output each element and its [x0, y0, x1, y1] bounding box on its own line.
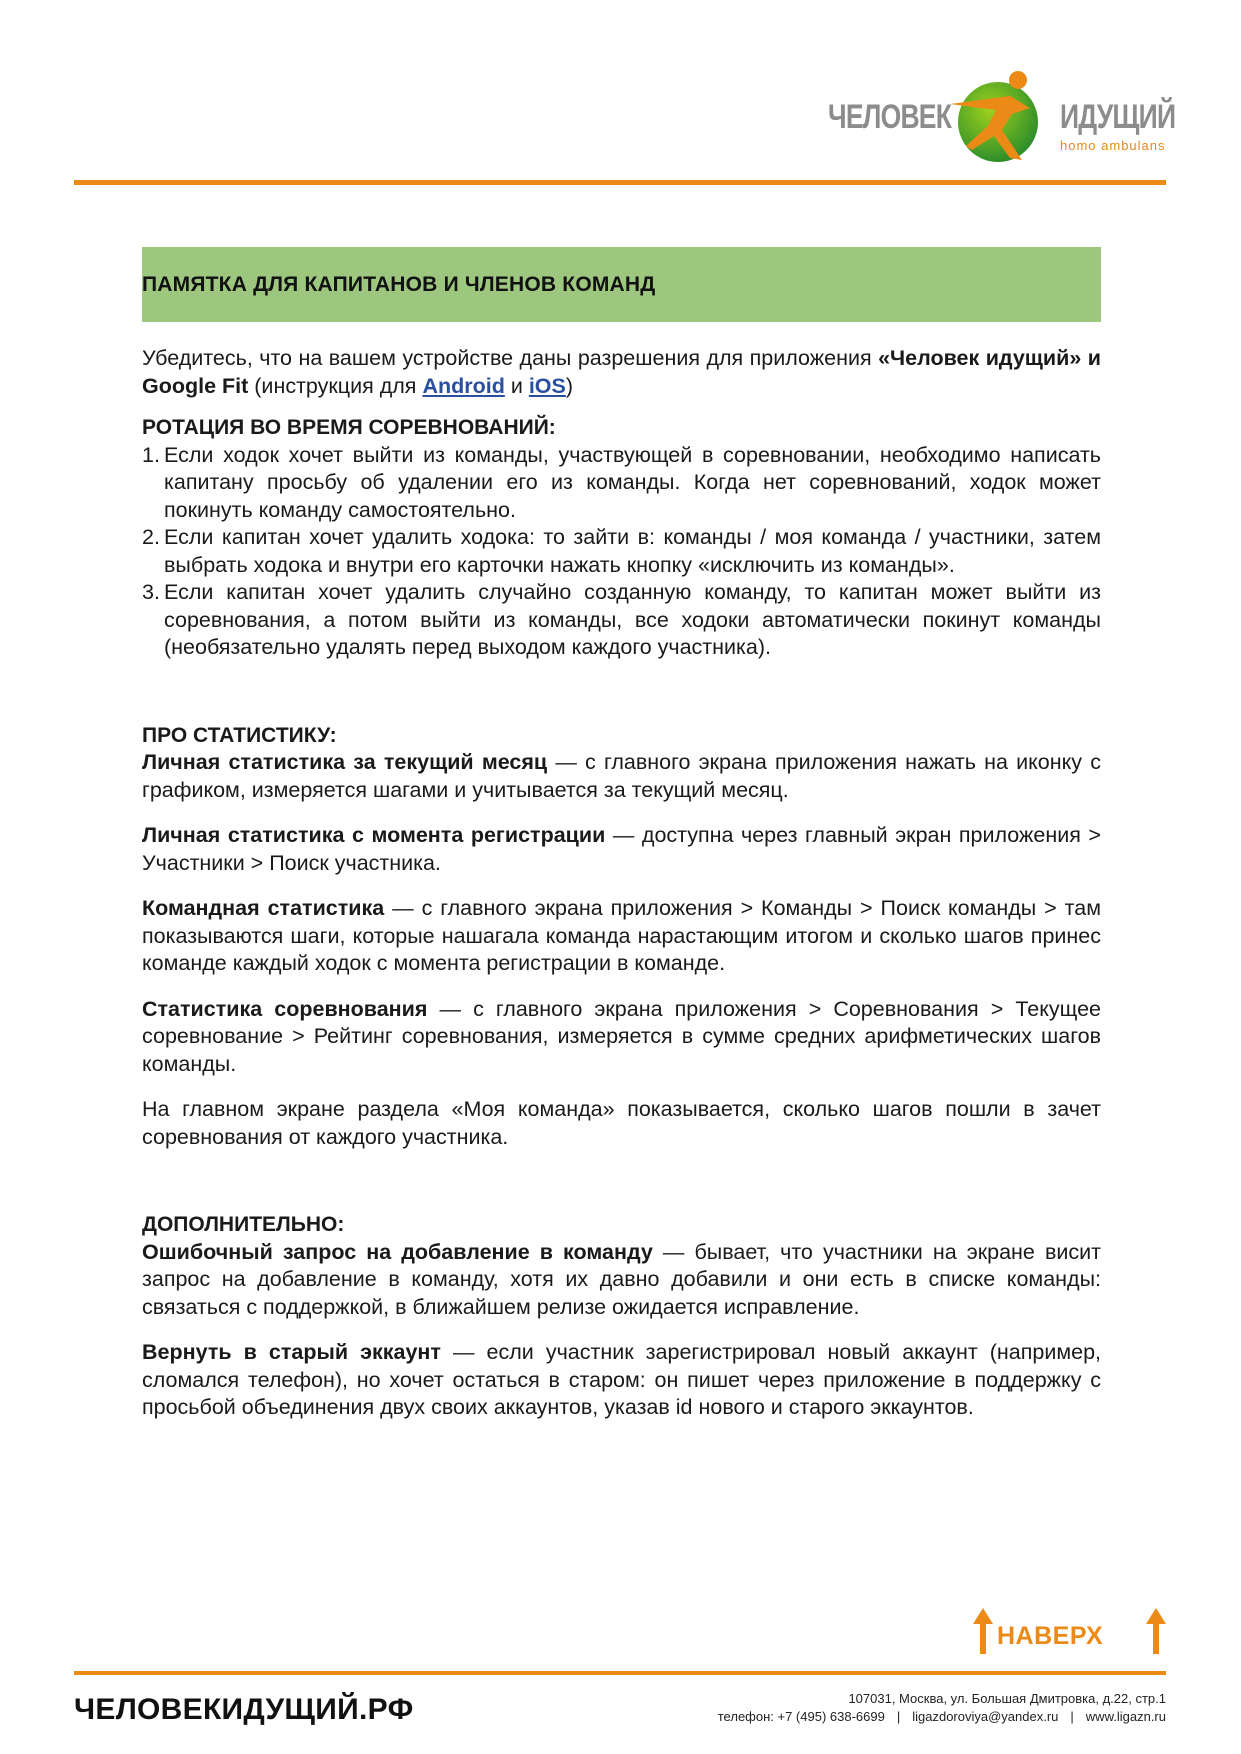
website-link[interactable]: www.ligazn.ru [1085, 1709, 1166, 1724]
extra-term: Ошибочный запрос на добавление в команду [142, 1239, 653, 1264]
intro-text-after: ) [565, 373, 574, 398]
document-body [142, 345, 1101, 1422]
stats-desc: — доступна через главный экран приложения > Участники > Поиск участника. [142, 823, 1101, 875]
stats-desc: — с главного экрана приложения нажать на иконку с графиком, измеряется шагами и учитывается за текущий месяц. [142, 750, 1101, 802]
stats-paragraph [142, 895, 1101, 978]
intro-text-mid: (инструкция для [248, 373, 423, 398]
stats-paragraph [142, 749, 1101, 804]
list-item [142, 579, 1101, 662]
stats-term: Личная статистика с момента регистрации [142, 823, 606, 847]
list-item [142, 524, 1101, 579]
extra-paragraph [142, 1239, 1101, 1322]
stats-term: Командная статистика [142, 896, 385, 920]
title-banner [142, 247, 1101, 322]
android-link[interactable]: Android [422, 373, 505, 398]
back-to-top-button[interactable] [973, 1608, 1166, 1654]
extra-desc: — если участник зарегистрировал новый аккаунт (например, сломался телефон), но хочет остаться в старом: он пишет через приложение в поддержку с просьбой объединения двух своих аккаунтов, указав id нового и старого эккаунтов. [142, 1340, 1101, 1419]
list-text: Если капитан хочет удалить случайно созданную команду, то капитан может выйти из соревнования, а потом выйти из команды, все ходоки автоматически покинут команды (необязательно удалять перед выходом каждого участника). [164, 580, 1101, 659]
list-number: 3. [142, 580, 160, 604]
list-item [142, 442, 1101, 525]
brand-logo [820, 68, 1180, 178]
rotation-heading: РОТАЦИЯ ВО ВРЕМЯ СОРЕВНОВАНИЙ: [142, 416, 556, 439]
logo-tagline: homo ambulans [1060, 138, 1166, 153]
separator: | [896, 1709, 901, 1724]
rotation-list [142, 442, 1101, 662]
back-to-top-label: НАВЕРХ [997, 1622, 1104, 1650]
intro-text-and: и [504, 373, 529, 398]
stats-desc: — с главного экрана приложения > Соревнования > Текущее соревнование > Рейтинг соревнования, измеряется в сумме средних арифметических шагов команды. [142, 996, 1101, 1076]
footer-divider [74, 1671, 1166, 1675]
stats-term: Статистика соревнования [142, 996, 428, 1021]
intro-bold: «Человек идущий» и Google Fit [142, 346, 1101, 398]
logo-word-left: ЧЕЛОВЕК [828, 98, 952, 136]
extra-heading: ДОПОЛНИТЕЛЬНО: [142, 1213, 345, 1236]
arrow-up-icon [1146, 1608, 1166, 1654]
page-title: ПАМЯТКА ДЛЯ КАПИТАНОВ И ЧЛЕНОВ КОМАНД [142, 273, 656, 296]
stats-term: Личная статистика за текущий месяц [142, 750, 548, 774]
stats-paragraph [142, 822, 1101, 877]
list-text: Если ходок хочет выйти из команды, участвующей в соревновании, необходимо написать капитану просьбу об удалении его из команды. Когда нет соревнований, ходок может покинуть команду самостоятельно. [164, 442, 1101, 522]
extra-term: Вернуть в старый эккаунт [142, 1340, 441, 1364]
intro-paragraph [142, 345, 1101, 400]
arrow-up-icon [973, 1608, 993, 1654]
address: 107031, Москва, ул. Большая Дмитровка, д.22, стр.1 [848, 1691, 1166, 1706]
email-link[interactable]: ligazdoroviya@yandex.ru [912, 1709, 1059, 1724]
header-divider [74, 180, 1166, 185]
stats-paragraph [142, 1096, 1101, 1151]
ios-link[interactable]: iOS [528, 373, 566, 398]
list-text: Если капитан хочет удалить ходока: то зайти в: команды / моя команда / участники, затем выбрать ходока и внутри его карточки нажать кнопку «исключить из команды». [164, 525, 1101, 577]
stats-heading: ПРО СТАТИСТИКУ: [142, 723, 337, 747]
site-name[interactable]: ЧЕЛОВЕКИДУЩИЙ.РФ [74, 1693, 414, 1726]
stats-desc: На главном экране раздела «Моя команда» показывается, сколько шагов пошли в зачет соревнования от каждого участника. [142, 1097, 1101, 1149]
extra-desc: — бывает, что участники на экране висит запрос на добавление в команду, хотя их давно добавили и они есть в списке команды: связаться с поддержкой, в ближайшем релизе ожидается исправление. [142, 1239, 1101, 1319]
contact-block [718, 1690, 1166, 1726]
list-number: 2. [142, 525, 160, 549]
stats-paragraph [142, 996, 1101, 1079]
list-number: 1. [142, 442, 160, 467]
stats-desc: — с главного экрана приложения > Команды > Поиск команды > там показываются шаги, которые нашагала команда нарастающим итогом и сколько шагов принес команде каждый ходок с момента регистрации в команде. [142, 896, 1102, 975]
intro-text: Убедитесь, что на вашем устройстве даны разрешения для приложения [142, 346, 879, 370]
walking-man-logo-icon [950, 68, 1050, 168]
phone: телефон: +7 (495) 638-6699 [717, 1709, 885, 1724]
logo-word-right: ИДУЩИЙ [1060, 98, 1176, 136]
extra-paragraph [142, 1339, 1101, 1422]
separator: | [1070, 1709, 1074, 1724]
